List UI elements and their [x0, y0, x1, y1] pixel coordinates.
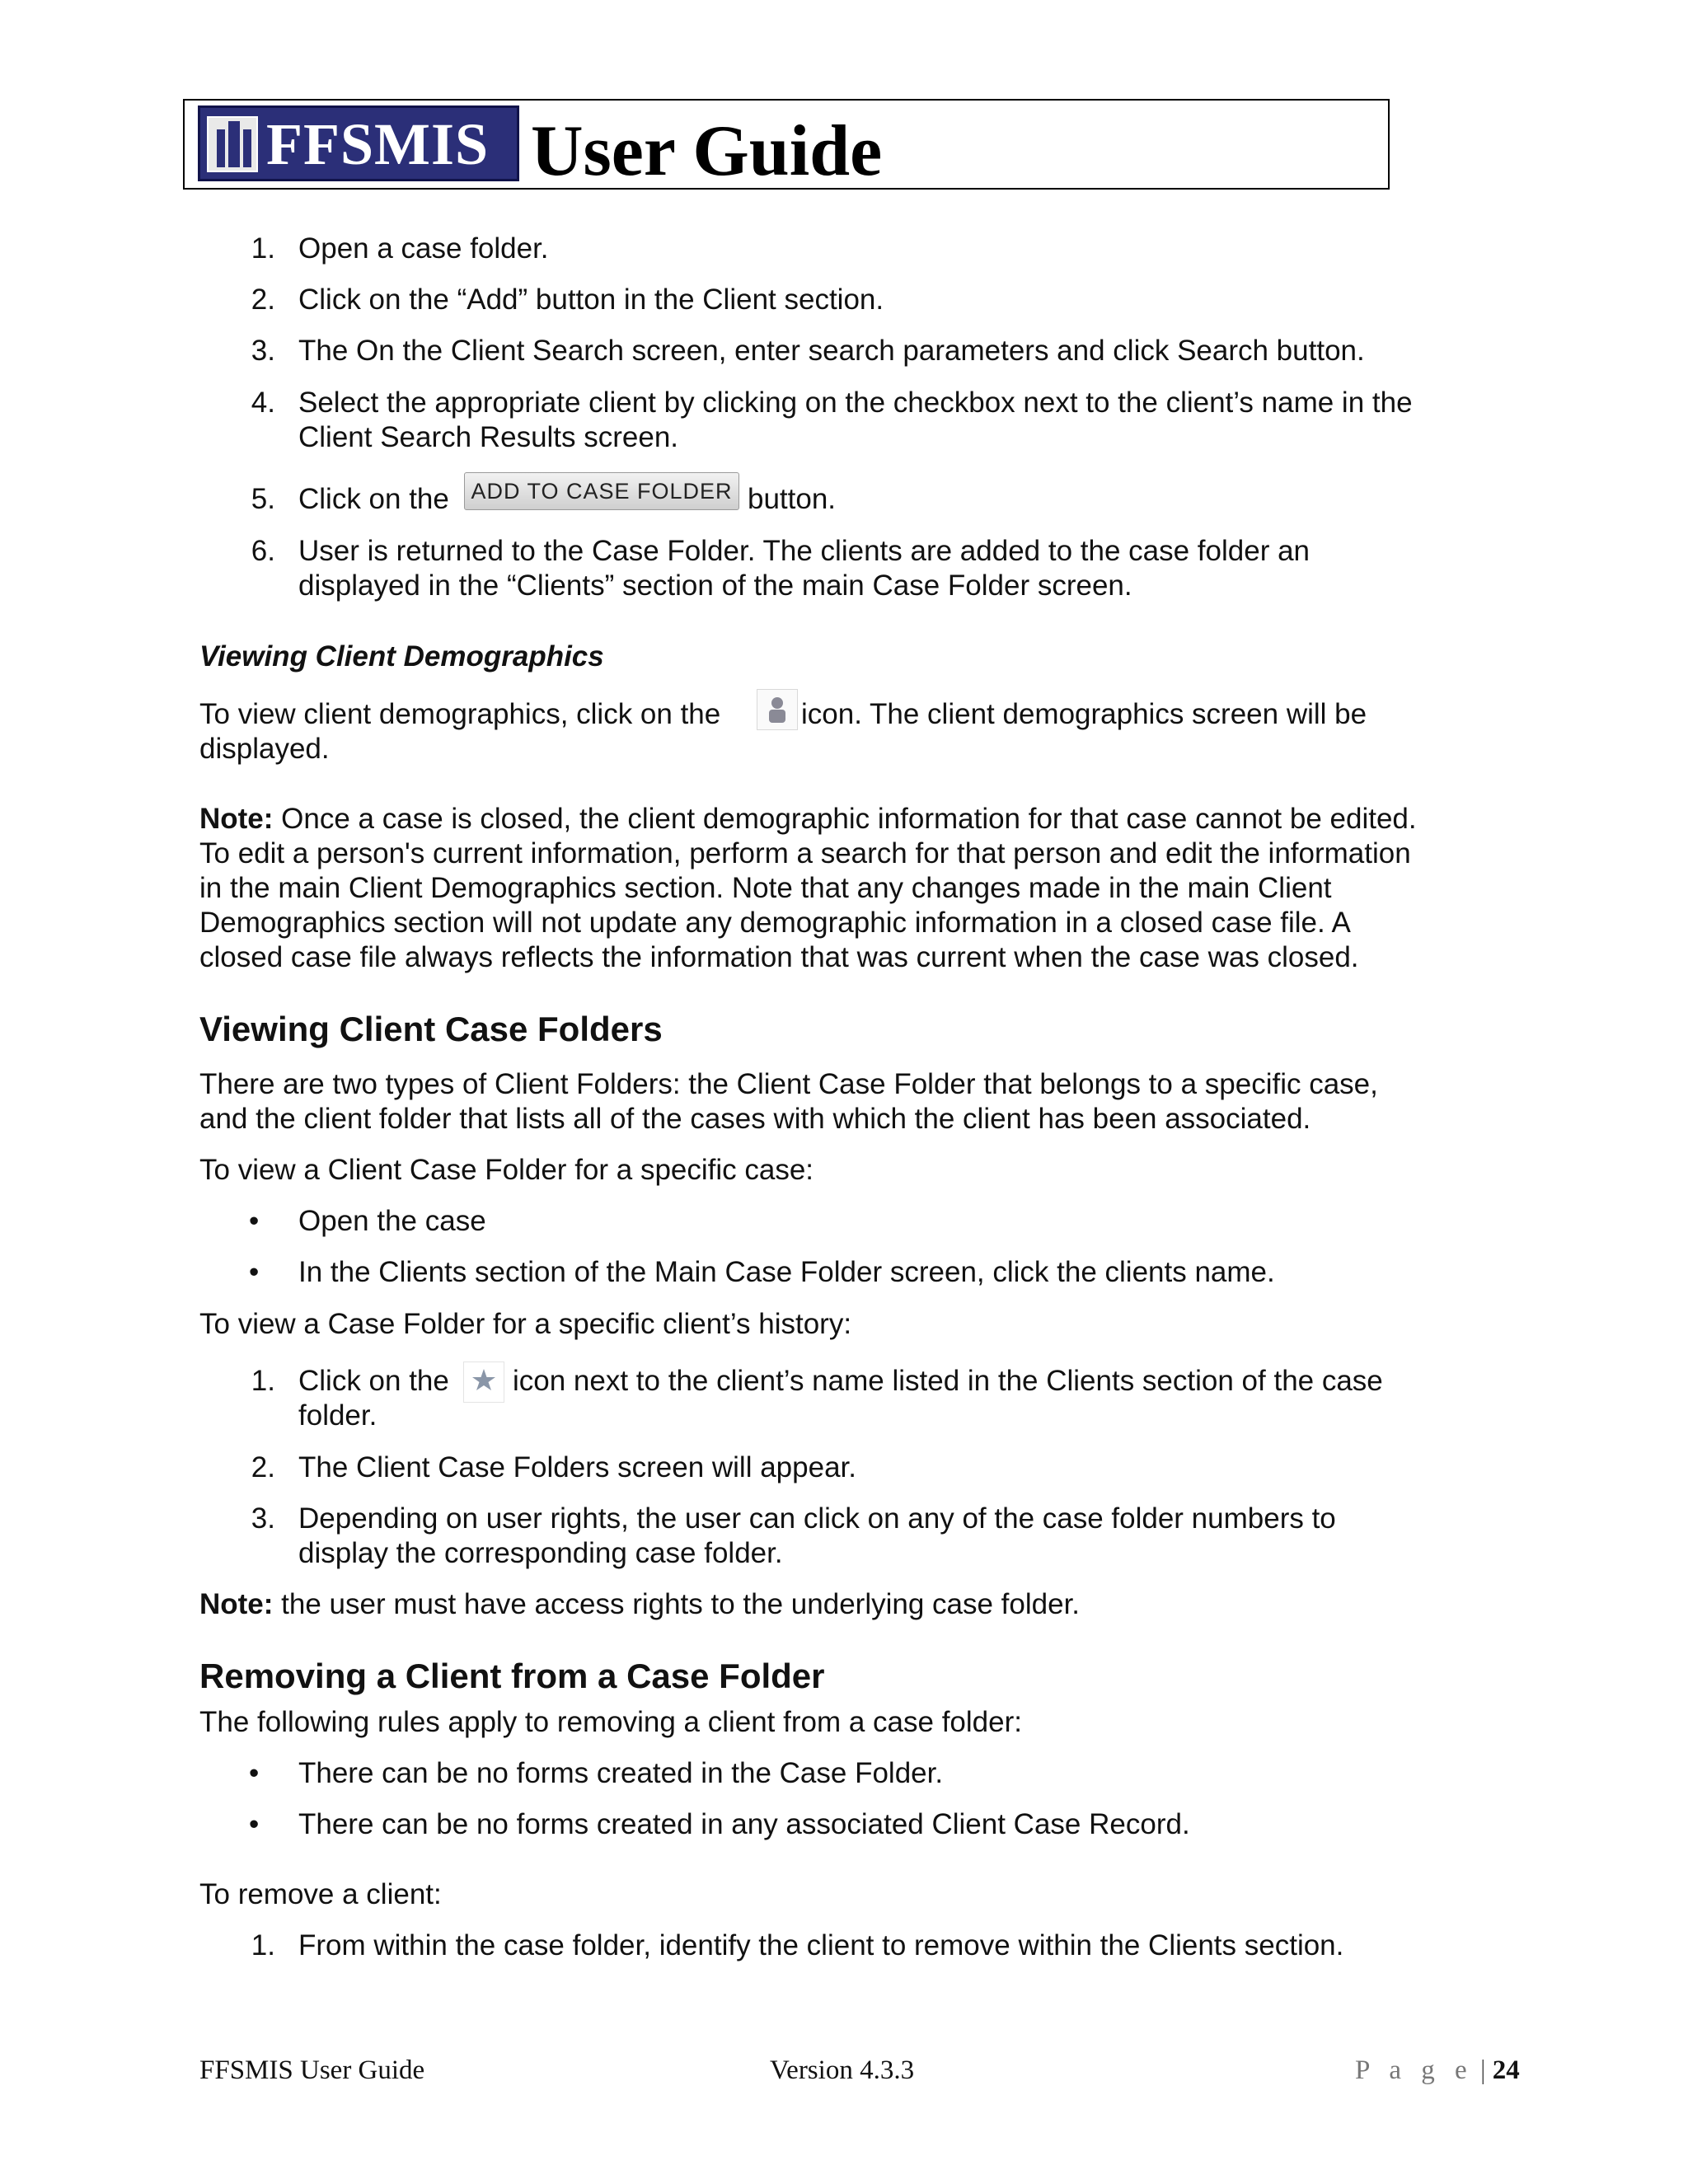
demographics-text: displayed.	[199, 733, 330, 765]
bullet-mark: •	[249, 1205, 260, 1237]
step-text: folder.	[298, 1399, 377, 1432]
step-text: The Client Case Folders screen will appear.	[298, 1451, 856, 1483]
demographics-heading: Viewing Client Demographics	[199, 640, 604, 673]
step-number: 2.	[251, 284, 275, 316]
step-text: Open a case folder.	[298, 232, 549, 265]
bullet-text: There can be no forms created in the Case Folder.	[298, 1757, 944, 1789]
step-text: Select the appropriate client by clicking on the checkbox next to the client’s name in the	[298, 387, 1413, 419]
removing-heading: Removing a Client from a Case Folder	[199, 1657, 825, 1695]
columns-icon	[207, 116, 258, 172]
step-text: Depending on user rights, the user can click on any of the case folder numbers to	[298, 1502, 1336, 1535]
history-label: To view a Case Folder for a specific client’s history:	[199, 1308, 852, 1340]
add-to-case-folder-button: ADD TO CASE FOLDER	[464, 472, 739, 510]
note-label: Note:	[199, 803, 274, 835]
step-number: 1.	[251, 1929, 275, 1961]
step-text: Click on the “Add” button in the Client section.	[298, 284, 884, 316]
person-icon	[757, 689, 798, 730]
footer-version: Version 4.3.3	[770, 2055, 915, 2085]
note-text: Once a case is closed, the client demographic information for that case cannot be edited.	[273, 803, 1417, 835]
bullet-text: Open the case	[298, 1205, 486, 1237]
bullet-mark: •	[249, 1757, 260, 1789]
bullet-mark: •	[249, 1808, 260, 1840]
step-number: 1.	[251, 232, 275, 265]
step-text: Client Search Results screen.	[298, 421, 679, 453]
logo-text: FFSMIS	[266, 111, 490, 177]
step-text: button.	[748, 483, 837, 515]
step-text: icon next to the client’s name listed in the Clients section of the case	[513, 1365, 1383, 1397]
note-text: Demographics section will not update any demographic information in a closed case file. A	[199, 907, 1351, 939]
star-icon	[463, 1361, 504, 1403]
specific-case-label: To view a Client Case Folder for a specific case:	[199, 1154, 814, 1186]
case-folders-note	[199, 1587, 1080, 1622]
case-folders-intro: There are two types of Client Folders: the Client Case Folder that belongs to a specific case,	[199, 1068, 1378, 1100]
demographics-text: icon. The client demographics screen will be	[801, 698, 1367, 730]
note-text: the user must have access rights to the underlying case folder.	[273, 1588, 1081, 1620]
note-label: Note:	[199, 1588, 274, 1620]
remove-label: To remove a client:	[199, 1878, 442, 1910]
ffsmis-logo	[198, 105, 519, 181]
page-label: P a g e	[1355, 2055, 1474, 2085]
bullet-text: In the Clients section of the Main Case Folder screen, click the clients name.	[298, 1256, 1275, 1288]
step-number: 2.	[251, 1451, 275, 1483]
step-text: Click on the	[298, 1365, 449, 1397]
removing-intro: The following rules apply to removing a client from a case folder:	[199, 1706, 1022, 1738]
step-number: 4.	[251, 387, 275, 419]
case-folders-intro: and the client folder that lists all of the cases with which the client has been associated.	[199, 1103, 1311, 1135]
page-separator: |	[1479, 2055, 1486, 2085]
step-number: 3.	[251, 335, 275, 367]
demographics-text: To view client demographics, click on the	[199, 698, 721, 730]
header-title: User Guide	[531, 111, 883, 191]
step-text: display the corresponding case folder.	[298, 1537, 783, 1569]
step-number: 3.	[251, 1502, 275, 1535]
step-number: 1.	[251, 1365, 275, 1397]
note-text: To edit a person's current information, perform a search for that person and edit the information	[199, 837, 1411, 869]
demographics-note	[199, 802, 1417, 837]
step-text: User is returned to the Case Folder. The clients are added to the case folder an	[298, 535, 1310, 567]
bullet-mark: •	[249, 1256, 260, 1288]
footer-left: FFSMIS User Guide	[199, 2055, 425, 2085]
step-number: 5.	[251, 483, 275, 515]
step-number: 6.	[251, 535, 275, 567]
step-text: displayed in the “Clients” section of the main Case Folder screen.	[298, 569, 1132, 602]
note-text: in the main Client Demographics section. Note that any changes made in the main Client	[199, 872, 1332, 904]
case-folders-heading: Viewing Client Case Folders	[199, 1010, 663, 1048]
page-number: 24	[1492, 2055, 1520, 2085]
step-text: The On the Client Search screen, enter search parameters and click Search button.	[298, 335, 1365, 367]
step-text: Click on the	[298, 483, 449, 515]
bullet-text: There can be no forms created in any associated Client Case Record.	[298, 1808, 1190, 1840]
step-text: From within the case folder, identify the client to remove within the Clients section.	[298, 1929, 1344, 1961]
note-text: closed case file always reflects the information that was current when the case was closed.	[199, 941, 1359, 973]
footer-page	[1355, 2054, 1520, 2087]
